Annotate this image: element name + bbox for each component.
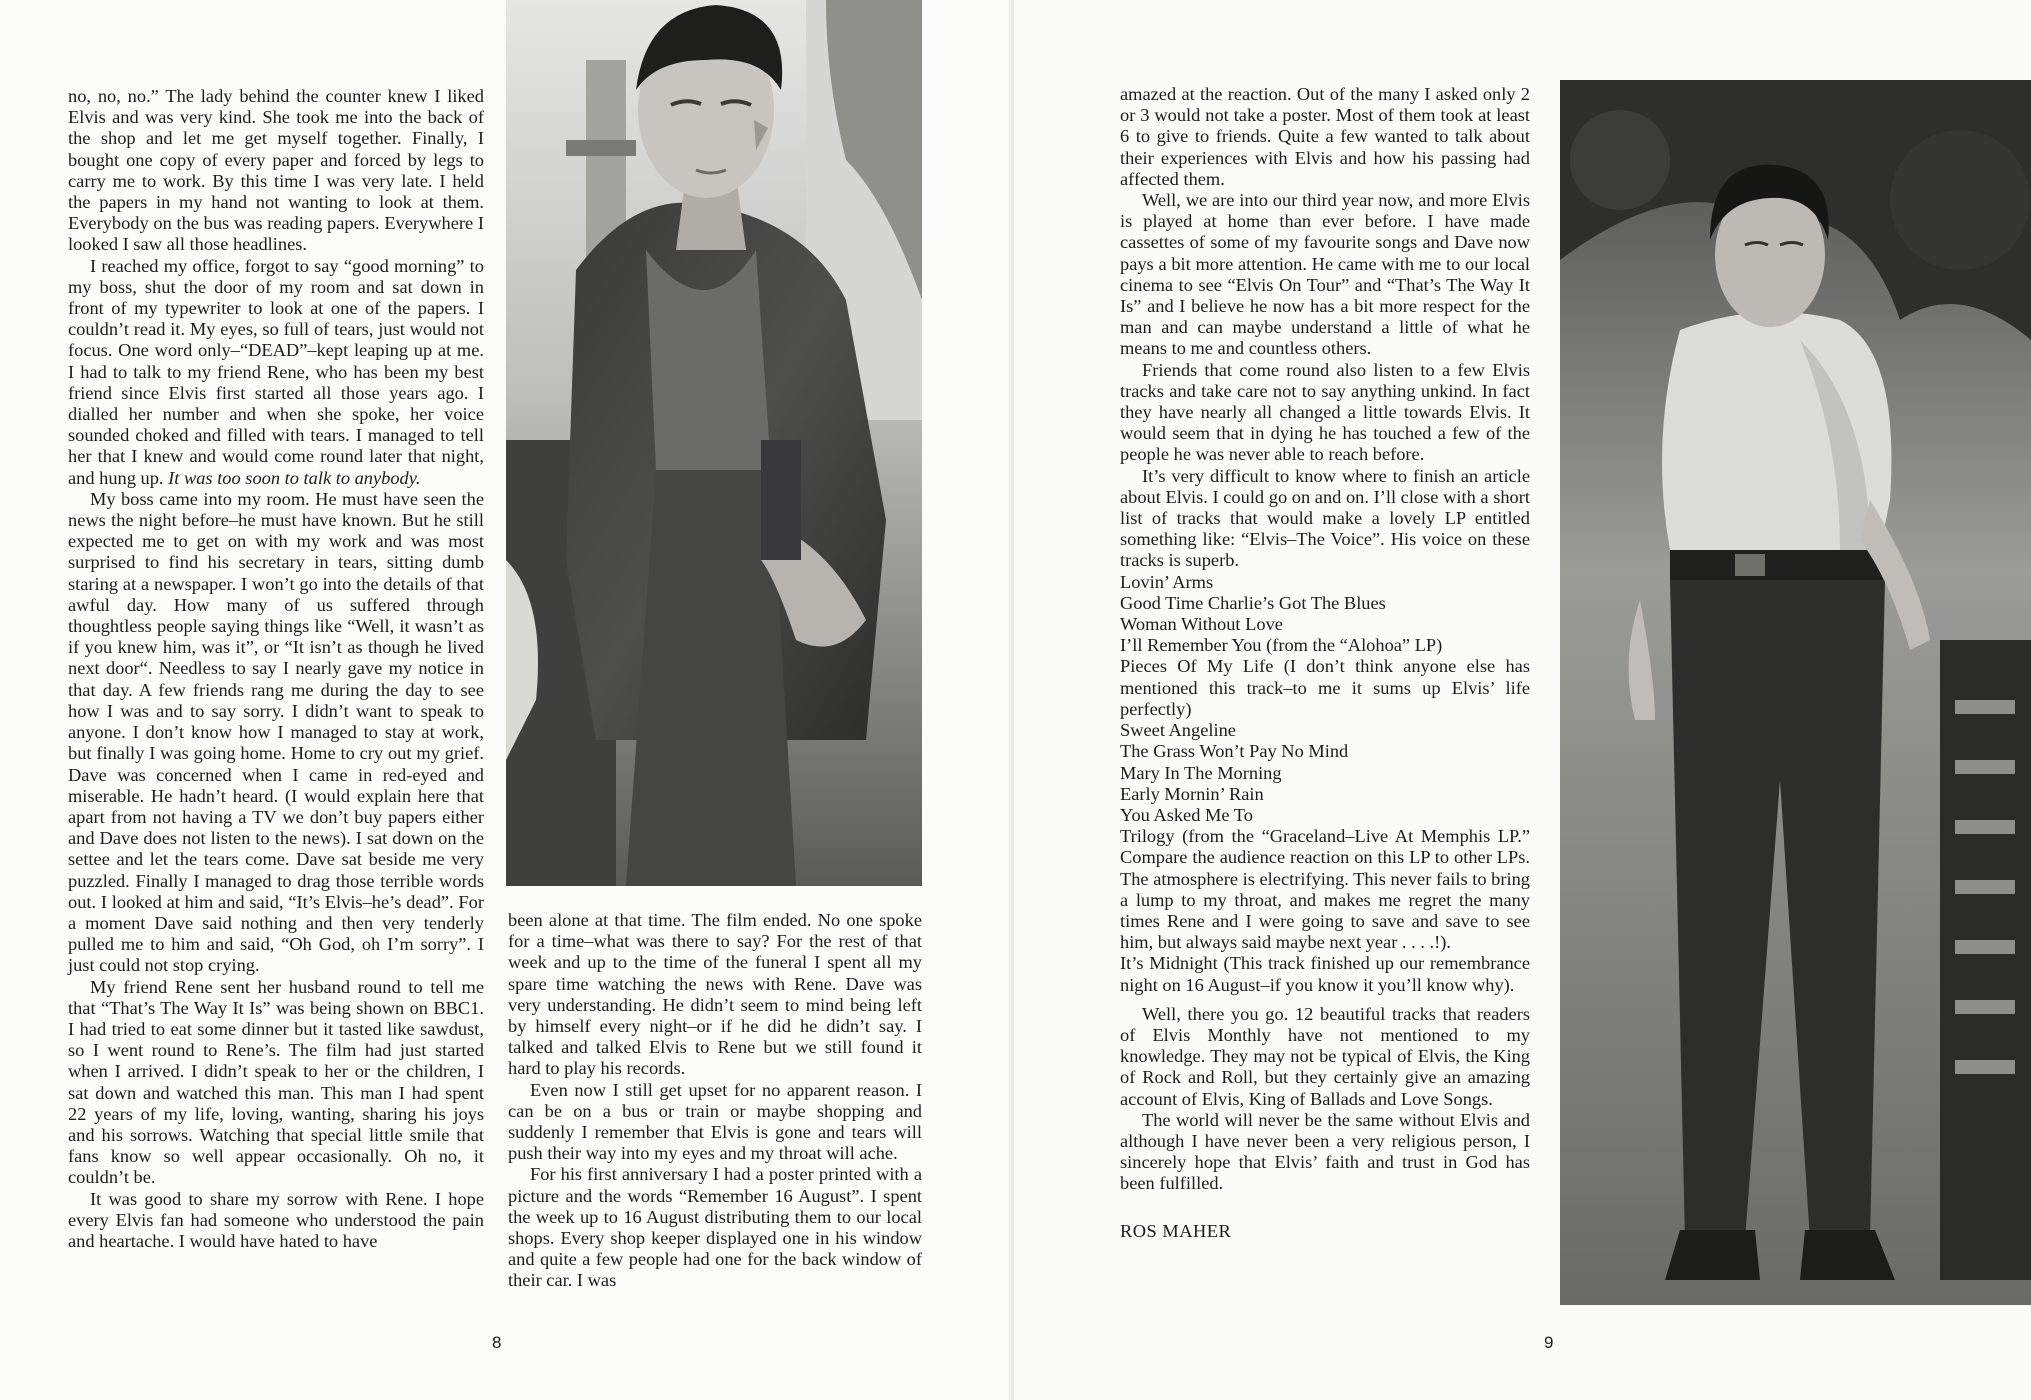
track-item: Trilogy (from the “Graceland–Live At Memphis LP.” Compare the audience reaction on this LP to other LPs. The atmosphere is electrifying. This never fails to bring a lump to my throat, and makes me regret the many times Rene and I were going to save and save to see him, but always said maybe next year . . . .!).	[1120, 826, 1530, 953]
paragraph: Well, there you go. 12 beautiful tracks that readers of Elvis Monthly have not mentioned to my knowledge. They may not be typical of Elvis, the King of Rock and Roll, but they certainly give an amazing account of Elvis, King of Ballads and Love Songs.	[1120, 1003, 1530, 1109]
paragraph: The world will never be the same without Elvis and although I have never been a very religious person, I sincerely hope that Elvis’ faith and trust in God has been fulfilled.	[1120, 1109, 1530, 1194]
track-list	[1120, 572, 1530, 996]
track-item: Good Time Charlie’s Got The Blues	[1120, 592, 1386, 613]
paragraph: I reached my office, forgot to say “good morning” to my boss, shut the door of my room and sat down in front of my typewriter to look at one of the papers. I couldn’t read it. My eyes, so full of tears, just would not focus. One word only–“DEAD”–kept leaping up at me. I had to talk to my friend Rene, who has been my best friend since Elvis first started all those years ago. I dialled her number and when she spoke, her voice sounded choked and filled with tears. I managed to tell her that I knew and would come round later that night, and hung up. It was too soon to talk to anybody.	[68, 255, 484, 488]
track-item: You Asked Me To	[1120, 804, 1253, 825]
track-item: Pieces Of My Life (I don’t think anyone else has mentioned this track–to me it sums up Elvis’ life perfectly)	[1120, 656, 1530, 719]
page-number: 8	[492, 1333, 502, 1352]
left-column-1	[68, 86, 484, 1252]
track-item: Early Mornin’ Rain	[1120, 783, 1264, 804]
author-byline: ROS MAHER	[1120, 1220, 1232, 1241]
left-column-2	[508, 910, 922, 1292]
track-item: Lovin’ Arms	[1120, 571, 1214, 592]
paragraph: Friends that come round also listen to a few Elvis tracks and take care not to say anything unkind. In fact they have nearly all changed a little towards Elvis. It would seem that in dying he has touched a few of the people he was never able to reach before.	[1120, 359, 1530, 465]
elvis-photo-leaning	[1560, 80, 2031, 1305]
paragraph: It’s very difficult to know where to finish an article about Elvis. I could go on and on. I’ll close with a short list of tracks that would make a lovely LP entitled something like: “Elvis–The Voice”. His voice on these tracks is superb.	[1120, 465, 1530, 571]
elvis-photo-leather-jacket	[506, 0, 922, 886]
paragraph: Well, we are into our third year now, and more Elvis is played at home than ever before. I have made cassettes of some of my favourite songs and Dave now pays a bit more attention. He came with me to our local cinema to see “Elvis On Tour” and “That’s The Way It Is” and I believe he now has a bit more respect for the man and can maybe understand a little of what he means to me and countless others.	[1120, 190, 1530, 359]
track-item: I’ll Remember You (from the “Alohoa” LP)	[1120, 635, 1443, 656]
track-item: Sweet Angeline	[1120, 720, 1236, 741]
right-column-1	[1120, 84, 1530, 1242]
paragraph: My friend Rene sent her husband round to tell me that “That’s The Way It Is” was being shown on BBC1. I had tried to eat some dinner but it tasted like sawdust, so I went round to Rene’s. The film had just started when I arrived. I didn’t speak to her or the children, I sat down and watched this man. This man I had spent 22 years of my life, loving, wanting, sharing his joys and his sorrows. Watching that special little smile that fans know so well appear occasionally. Oh no, it couldn’t be.	[68, 976, 484, 1188]
page-left	[0, 0, 1014, 1400]
track-item: It’s Midnight (This track finished up our remembrance night on 16 August–if you know it you’ll know why).	[1120, 953, 1530, 995]
paragraph: amazed at the reaction. Out of the many I asked only 2 or 3 would not take a poster. Most of them took at least 6 to give to friends. Quite a few wanted to talk about their experiences with Elvis and how his passing had affected them.	[1120, 84, 1530, 189]
page-number: 9	[1544, 1333, 1554, 1352]
paragraph: been alone at that time. The film ended. No one spoke for a time–what was there to say? For the rest of that week and up to the time of the funeral I spent all my spare time watching the news with Rene. Dave was very understanding. He didn’t seem to mind being left by himself every night–or if he did he didn’t say. I talked and talked Elvis to Rene but we still found it hard to play his records.	[508, 910, 922, 1079]
page-right	[1014, 0, 2031, 1400]
photo-illustration	[506, 0, 922, 886]
track-item: The Grass Won’t Pay No Mind	[1120, 741, 1349, 762]
paragraph: It was good to share my sorrow with Rene. I hope every Elvis fan had someone who understood the pain and heartache. I would have hated to have	[68, 1188, 484, 1251]
paragraph: Even now I still get upset for no apparent reason. I can be on a bus or train or maybe shopping and suddenly I remember that Elvis is gone and tears will push their way into my eyes and my throat will ache.	[508, 1079, 922, 1164]
italic-sentence: It was too soon to talk to anybody.	[168, 467, 421, 488]
paragraph: no, no, no.” The lady behind the counter knew I liked Elvis and was very kind. She took me into the back of the shop and let me get myself together. Finally, I bought one copy of every paper and forced by legs to carry me to work. By this time I was very late. I held the papers in my hand not wanting to look at them. Everybody on the bus was reading papers. Everywhere I looked I saw all those headlines.	[68, 86, 484, 255]
track-item: Woman Without Love	[1120, 614, 1283, 635]
paragraph: My boss came into my room. He must have seen the news the night before–he must have known. But he still expected me to get on with my work and was most surprised to find his secretary in tears, sitting dumb staring at a newspaper. I won’t go into the details of that awful day. How many of us suffered through thoughtless people saying things like “Well, it wasn’t as if you knew him, was it”, or “It isn’t as though he lived next door“. Needless to say I nearly gave my notice in that day. A few friends rang me during the day to see how I was and to say sorry. I didn’t want to speak to anyone. I don’t know how I managed to stay at work, but finally I was going home. Home to cry out my grief. Dave was concerned when I came in red-eyed and miserable. He hadn’t heard. (I would explain here that apart from not having a TV we don’t buy papers either and Dave does not listen to the news). I sat down on the settee and let the tears come. Dave sat beside me very puzzled. Finally I managed to drag those terrible words out. I looked at him and said, “It’s Elvis–he’s dead”. For a moment Dave said nothing and then very tenderly pulled me to him and said, “Oh God, oh I’m sorry”. I just could not stop crying.	[68, 488, 484, 976]
track-item: Mary In The Morning	[1120, 762, 1282, 783]
photo-illustration	[1560, 80, 2031, 1305]
paragraph: For his first anniversary I had a poster printed with a picture and the words “Remember 16 August”. I spent the week up to 16 August distributing them to our local shops. Every shop keeper displayed one in his window and quite a few people had one for the back window of their car. I was	[508, 1164, 922, 1291]
